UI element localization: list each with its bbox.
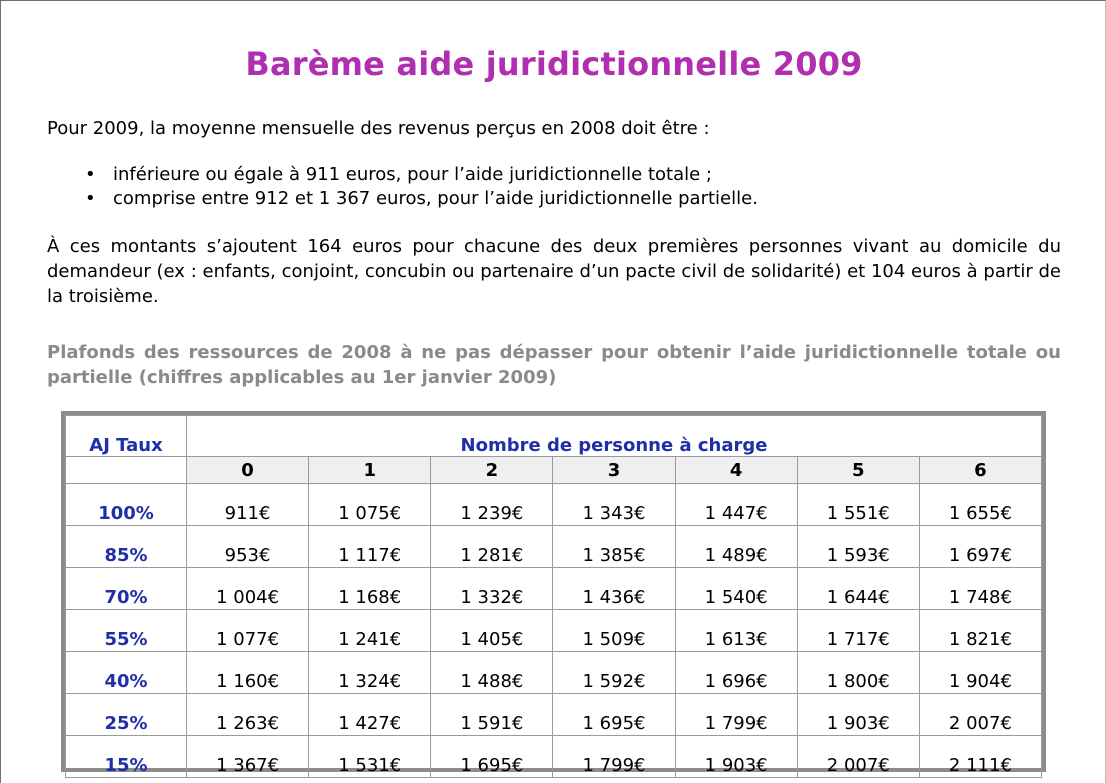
amount-cell: 1 447€	[675, 484, 797, 526]
amount-cell: 2 007€	[797, 736, 919, 778]
empty-header-cell	[66, 457, 187, 484]
bullet-dot-icon: •	[85, 188, 96, 209]
table-row	[66, 568, 1042, 610]
amount-cell: 1 592€	[553, 652, 675, 694]
amount-cell: 1 004€	[187, 568, 309, 610]
amount-cell: 1 799€	[675, 694, 797, 736]
rate-cell: 70%	[66, 568, 187, 610]
amount-cell: 1 427€	[309, 694, 431, 736]
person-count-header: 4	[675, 457, 797, 484]
amount-cell: 1 160€	[187, 652, 309, 694]
amount-cell: 1 281€	[431, 526, 553, 568]
rate-column-header: AJ Taux	[66, 416, 187, 457]
rate-cell: 55%	[66, 610, 187, 652]
amount-cell: 1 405€	[431, 610, 553, 652]
amount-cell: 1 239€	[431, 484, 553, 526]
table-body	[66, 484, 1042, 778]
amount-cell: 1 697€	[919, 526, 1041, 568]
rate-cell: 25%	[66, 694, 187, 736]
amount-cell: 1 385€	[553, 526, 675, 568]
rate-cell: 40%	[66, 652, 187, 694]
amount-cell: 1 904€	[919, 652, 1041, 694]
table-row	[66, 652, 1042, 694]
amount-cell: 1 324€	[309, 652, 431, 694]
amount-cell: 1 367€	[187, 736, 309, 778]
person-count-header: 1	[309, 457, 431, 484]
amount-cell: 1 489€	[675, 526, 797, 568]
amount-cell: 1 800€	[797, 652, 919, 694]
list-item	[47, 187, 1061, 211]
amount-cell: 1 509€	[553, 610, 675, 652]
table-row	[66, 484, 1042, 526]
table-header-row	[66, 416, 1042, 457]
table-row	[66, 694, 1042, 736]
person-count-header: 2	[431, 457, 553, 484]
amount-cell: 1 644€	[797, 568, 919, 610]
amount-cell: 1 531€	[309, 736, 431, 778]
persons-column-header: Nombre de personne à charge	[187, 416, 1042, 457]
table-row	[66, 526, 1042, 568]
amount-cell: 911€	[187, 484, 309, 526]
amount-cell: 1 168€	[309, 568, 431, 610]
amount-cell: 1 903€	[797, 694, 919, 736]
amount-cell: 1 077€	[187, 610, 309, 652]
amount-cell: 1 332€	[431, 568, 553, 610]
list-item-text: inférieure ou égale à 911 euros, pour l’aide juridictionnelle totale ;	[113, 164, 712, 185]
amount-cell: 1 695€	[431, 736, 553, 778]
person-count-header: 3	[553, 457, 675, 484]
amount-cell: 1 263€	[187, 694, 309, 736]
amount-cell: 1 903€	[675, 736, 797, 778]
amount-cell: 1 591€	[431, 694, 553, 736]
amount-cell: 1 655€	[919, 484, 1041, 526]
amount-cell: 1 551€	[797, 484, 919, 526]
person-count-header: 6	[919, 457, 1041, 484]
amount-cell: 1 821€	[919, 610, 1041, 652]
amount-cell: 1 488€	[431, 652, 553, 694]
amount-cell: 2 111€	[919, 736, 1041, 778]
intro-text: Pour 2009, la moyenne mensuelle des revenus perçus en 2008 doit être :	[47, 118, 710, 139]
list-item-text: comprise entre 912 et 1 367 euros, pour l’aide juridictionnelle partielle.	[113, 188, 758, 209]
table-subtitle: Plafonds des ressources de 2008 à ne pas dépasser pour obtenir l’aide juridictionnelle totale ou partielle (chiffres applicables au 1er janvier 2009)	[47, 342, 1061, 388]
amount-cell: 1 717€	[797, 610, 919, 652]
amount-cell: 1 075€	[309, 484, 431, 526]
amount-cell: 1 343€	[553, 484, 675, 526]
amount-cell: 1 540€	[675, 568, 797, 610]
person-count-header: 5	[797, 457, 919, 484]
amount-cell: 1 613€	[675, 610, 797, 652]
list-item	[47, 163, 1061, 187]
rate-cell: 15%	[66, 736, 187, 778]
person-count-header: 0	[187, 457, 309, 484]
amount-cell: 1 436€	[553, 568, 675, 610]
amount-cell: 1 799€	[553, 736, 675, 778]
amount-cell: 2 007€	[919, 694, 1041, 736]
table-row	[66, 736, 1042, 778]
amount-cell: 953€	[187, 526, 309, 568]
amount-cell: 1 593€	[797, 526, 919, 568]
person-count-header-row	[66, 457, 1042, 484]
supplement-text: À ces montants s’ajoutent 164 euros pour chacune des deux premières personnes vivant au domicile du demandeur (ex : enfants, conjoint, concubin ou partenaire d’un pacte civil de solidarité) et 104 euros à partir de la troisième.	[47, 236, 1061, 307]
page-title: Barème aide juridictionnelle 2009	[245, 45, 863, 83]
table-row	[66, 610, 1042, 652]
thresholds-table	[65, 415, 1042, 778]
amount-cell: 1 696€	[675, 652, 797, 694]
thresholds-table-frame	[61, 411, 1046, 776]
amount-cell: 1 695€	[553, 694, 675, 736]
amount-cell: 1 241€	[309, 610, 431, 652]
conditions-list	[47, 163, 1061, 211]
rate-cell: 100%	[66, 484, 187, 526]
amount-cell: 1 117€	[309, 526, 431, 568]
amount-cell: 1 748€	[919, 568, 1041, 610]
bullet-dot-icon: •	[85, 164, 96, 185]
rate-cell: 85%	[66, 526, 187, 568]
